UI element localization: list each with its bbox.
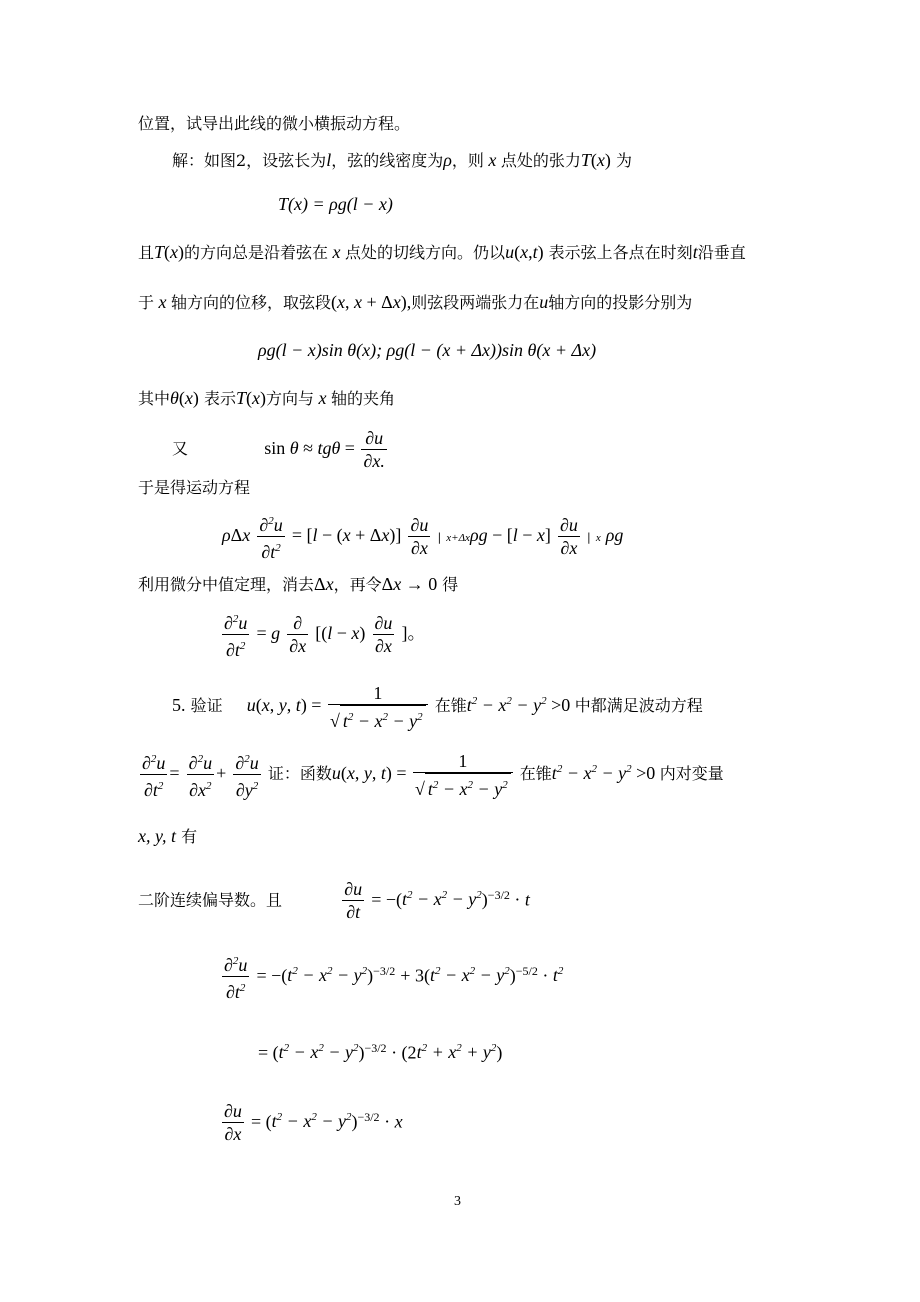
text-line-7: 于是得运动方程 bbox=[138, 478, 251, 497]
text-line-11: x, y, t 有 bbox=[138, 826, 198, 846]
equation-tension: T(x) = ρg(l − x) bbox=[278, 194, 393, 214]
text-line-1: 位置，试导出此线的微小横振动方程。 bbox=[138, 114, 411, 133]
text-line-12: 二阶连续偏导数。且 $\frac{\partial u}{\partial t}$ = $-(t^2 - x^2 - y^2)^{-3/2} \cdot t$ bbox=[138, 879, 530, 923]
equation-projections: ρg(l − x)sin θ(x); ρg(l − (x + Δx))sin θ(x + Δx) bbox=[258, 340, 597, 360]
equation-simplified: = $(t^2 - x^2 - y^2)^{-3/2} \cdot (2t^2 + x^2 + y^2)$ bbox=[258, 1041, 503, 1063]
equation-du-dx: $\frac{\partial u}{\partial x}$ = $(t^2 - x^2 - y^2)^{-3/2} \cdot x$ bbox=[224, 1101, 403, 1145]
page-number: 3 bbox=[454, 1194, 461, 1209]
equation-motion: ρΔx $\frac{\partial^2u}{\partial t^2}$ = [l − (x + Δx)] $\frac{\partial u}{\partial x}$ | x+Δxρg − [l − x] $\frac{\partial u}{\partial x}$ | x ρg bbox=[222, 510, 623, 563]
text-line-2: 解：如图2，设弦长为l，弦的线密度为ρ，则 x 点处的张力T(x) 为 bbox=[172, 150, 633, 170]
text-line-3: 且T(x)的方向总是沿着弦在 x 点处的切线方向。仍以u(x,t) 表示弦上各点在时刻t沿垂直 bbox=[138, 242, 746, 262]
text-line-5: 其中θ(x) 表示T(x)方向与 x 轴的夹角 bbox=[138, 388, 396, 408]
problem-5: 5. 验证 u(x, y, t) = $\frac{1}{√ t^2 - x^2 - y^2}$ 在锥$t^2 - x^2 - y^2 >0$ 中都满足波动方程 bbox=[172, 682, 703, 731]
text-line-4: 于 x 轴方向的位移，取弦段(x, x + Δx),则弦段两端张力在u轴方向的投影分别为 bbox=[138, 292, 693, 312]
equation-final-wave: $\frac{\partial^2u}{\partial t^2}$ = g $\frac{\partial}{\partial x}$ [(l − x) $\frac{\partial u}{\partial x}$ ]。 bbox=[220, 608, 426, 661]
equation-second-derivative: $\frac{\partial^2u}{\partial t^2}$ = $-(t^2 - x^2 - y^2)^{-3/2} + 3(t^2 - x^2 - y^2)^{-5/2} \cdot t^2$ bbox=[220, 946, 563, 1003]
equation-small-angle: 又 sin θ ≈ tgθ = $\frac{\partial u}{\partial x.}$ bbox=[172, 428, 385, 471]
text-line-10: $\frac{\partial^2u}{\partial t^2}$ = $\frac{\partial^2u}{\partial x^2}$ + $\frac{\partial^2u}{\partial y^2}$ 证：函数u(x, y, t) = $\frac{1}{√ t^2 - x^2 - y^2}$ 在锥$t^2 - x^2 - y^2 >0$ 内对变量 bbox=[138, 746, 724, 801]
text-line-8: 利用微分中值定理，消去Δx，再令Δx → 0 得 bbox=[138, 574, 459, 594]
